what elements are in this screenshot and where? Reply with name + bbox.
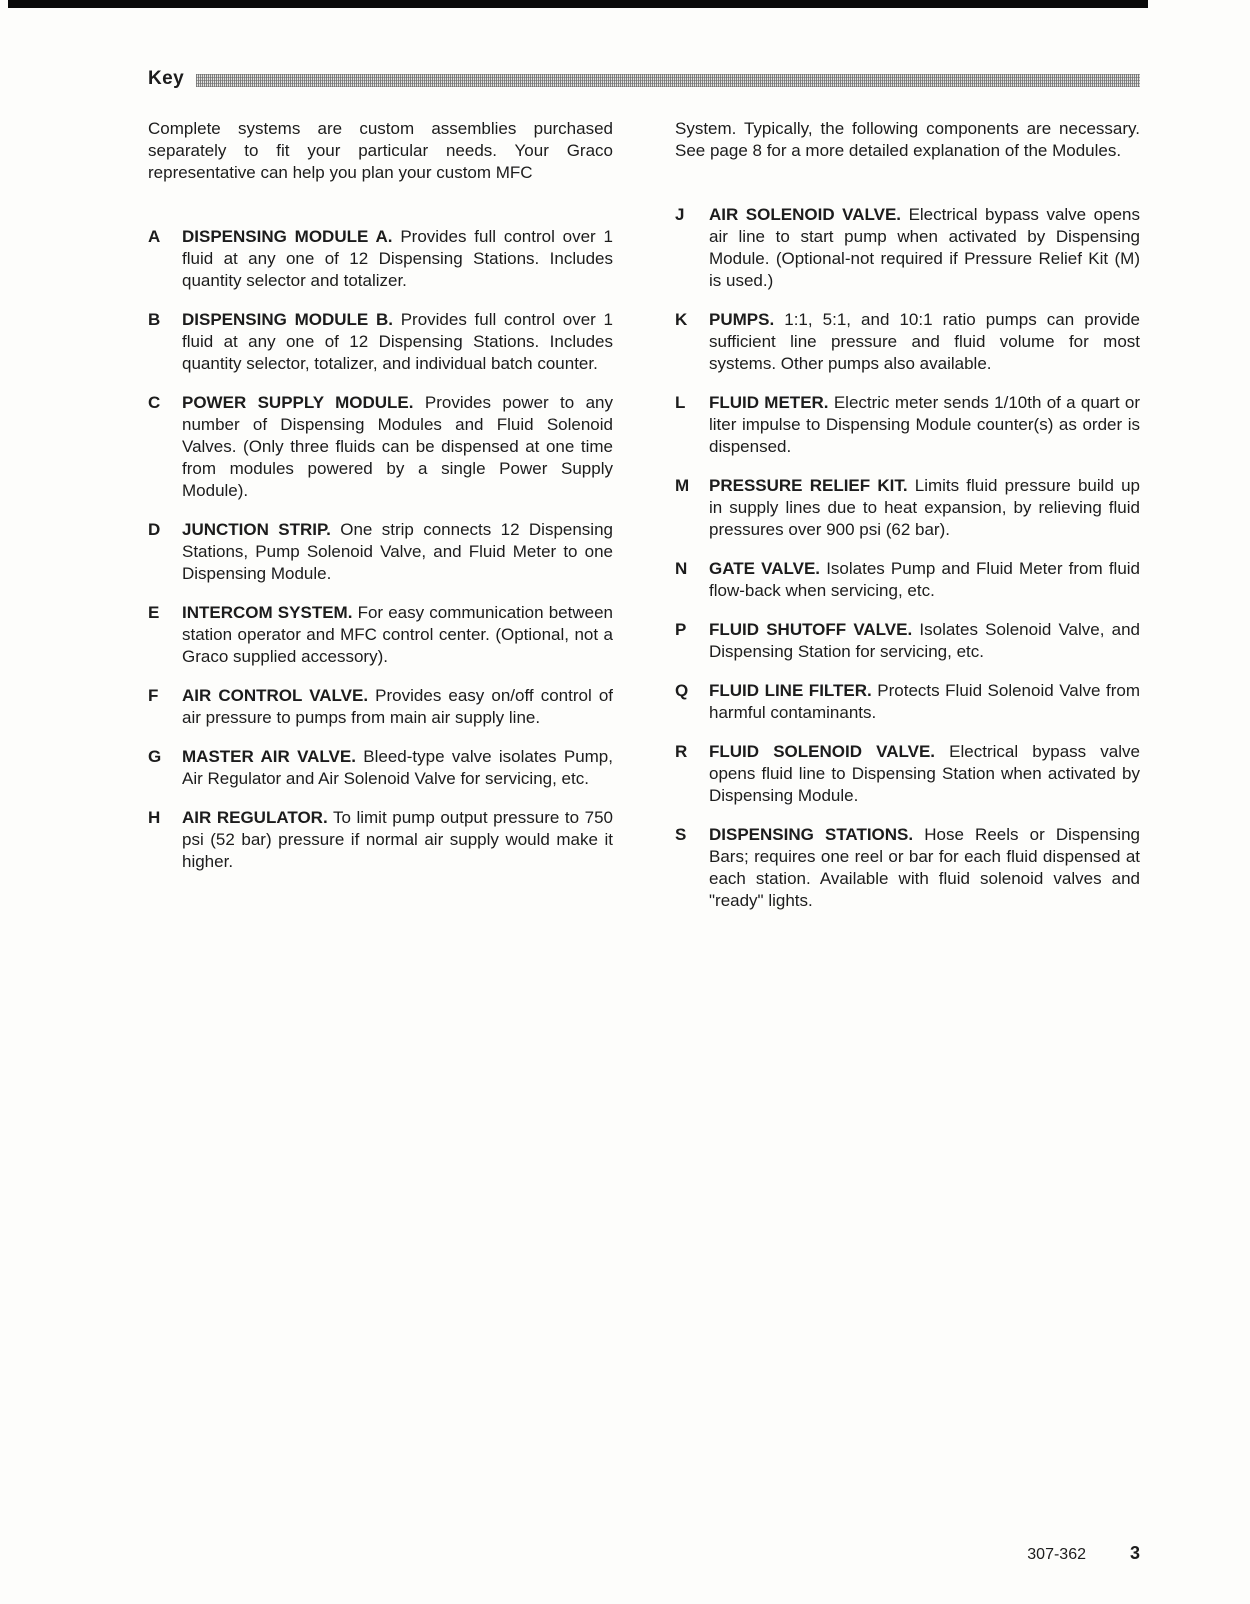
section-title: Key [148, 68, 185, 89]
intro-paragraph-left: Complete systems are custom assemblies purchased separately to fit your particular needs. Your Graco representative can help you plan your custom MFC [148, 119, 613, 182]
item-text [709, 680, 1140, 724]
item-letter: A [148, 227, 161, 246]
item-term: DISPENSING STATIONS. [709, 825, 914, 844]
item-desc: One strip connects 12 Dispensing Stations, Pump Solenoid Valve, and Fluid Meter to one Dispensing Module. [182, 520, 613, 583]
item-term: FLUID SOLENOID VALVE. [709, 742, 936, 761]
item-text [182, 746, 613, 790]
item-term: FLUID METER. [709, 393, 829, 412]
key-item-q [675, 680, 1140, 724]
item-letter: P [675, 620, 687, 639]
item-letter: S [675, 825, 687, 844]
item-letter: H [148, 808, 161, 827]
item-term: MASTER AIR VALVE. [182, 747, 356, 766]
item-desc: Provides full control over 1 fluid at any one of 12 Dispensing Stations. Includes quantity selector, totalizer, and individual batch counter. [182, 310, 613, 373]
item-desc: Isolates Pump and Fluid Meter from fluid flow-back when servicing, etc. [709, 559, 1141, 600]
item-text [709, 309, 1140, 375]
left-column [148, 118, 613, 929]
item-text [182, 519, 613, 585]
doc-number: 307-362 [1027, 1546, 1086, 1563]
section-header [148, 68, 1140, 90]
item-text [709, 741, 1140, 807]
item-term: AIR CONTROL VALVE. [182, 686, 369, 705]
item-letter: N [675, 559, 688, 578]
key-item-p [675, 619, 1140, 663]
key-item-j [675, 204, 1140, 292]
page-footer [1027, 1543, 1140, 1564]
item-desc: Electrical bypass valve opens fluid line to Dispensing Station when activated by Dispensing Module. [709, 742, 1140, 805]
item-desc: Isolates Solenoid Valve, and Dispensing Station for servicing, etc. [709, 620, 1140, 661]
key-item-s [675, 824, 1140, 912]
item-desc: Bleed-type valve isolates Pump, Air Regulator and Air Solenoid Valve for servicing, etc. [182, 747, 613, 788]
item-text [182, 309, 613, 375]
item-text [182, 226, 613, 292]
item-desc: Electrical bypass valve opens air line to start pump when activated by Dispensing Module. (Optional-not required if Pressure Relief Kit (M) is used.) [709, 205, 1140, 290]
item-term: DISPENSING MODULE B. [182, 310, 393, 329]
item-term: PUMPS. [709, 310, 775, 329]
item-text [709, 475, 1140, 541]
item-desc: Provides full control over 1 fluid at any one of 12 Dispensing Stations. Includes quantity selector and totalizer. [182, 227, 613, 290]
item-letter: G [148, 747, 162, 766]
key-item-d [148, 519, 613, 585]
item-text [182, 392, 613, 502]
hatch-rule [196, 74, 1140, 87]
page-number: 3 [1129, 1543, 1140, 1563]
item-letter: J [675, 205, 685, 224]
key-item-m [675, 475, 1140, 541]
item-term: AIR SOLENOID VALVE. [709, 205, 902, 224]
item-letter: E [148, 603, 160, 622]
item-term: FLUID SHUTOFF VALVE. [709, 620, 913, 639]
item-text [182, 685, 613, 729]
item-desc: Protects Fluid Solenoid Valve from harmful contaminants. [709, 681, 1140, 722]
item-text [709, 558, 1140, 602]
item-text [182, 602, 613, 668]
item-term: JUNCTION STRIP. [182, 520, 331, 539]
item-text [709, 204, 1140, 292]
item-term: FLUID LINE FILTER. [709, 681, 872, 700]
two-column-body [148, 118, 1140, 929]
item-desc: Provides power to any number of Dispensing Modules and Fluid Solenoid Valves. (Only three fluids can be dispensed at one time from modules powered by a single Power Supply Module). [182, 393, 614, 500]
item-letter: D [148, 520, 161, 539]
key-item-f [148, 685, 613, 729]
key-item-k [675, 309, 1140, 375]
item-desc: 1:1, 5:1, and 10:1 ratio pumps can provide sufficient line pressure and fluid volume for most systems. Other pumps also available. [709, 310, 1141, 373]
key-item-r [675, 741, 1140, 807]
item-letter: B [148, 310, 161, 329]
key-item-c [148, 392, 613, 502]
key-item-g [148, 746, 613, 790]
item-desc: To limit pump output pressure to 750 psi (52 bar) pressure if normal air supply would make it higher. [182, 808, 613, 871]
item-text [709, 824, 1140, 912]
item-text [709, 392, 1140, 458]
item-text [709, 619, 1140, 663]
item-desc: Provides easy on/off control of air pressure to pumps from main air supply line. [182, 686, 613, 727]
item-term: AIR REGULATOR. [182, 808, 328, 827]
item-term: INTERCOM SYSTEM. [182, 603, 353, 622]
item-term: POWER SUPPLY MODULE. [182, 393, 414, 412]
item-term: DISPENSING MODULE A. [182, 227, 393, 246]
key-item-n [675, 558, 1140, 602]
item-desc: For easy communication between station operator and MFC control center. (Optional, not a Graco supplied accessory). [182, 603, 613, 666]
page-content [148, 68, 1140, 929]
key-item-b [148, 309, 613, 375]
item-term: PRESSURE RELIEF KIT. [709, 476, 908, 495]
key-item-a [148, 226, 613, 292]
item-letter: F [148, 686, 159, 705]
item-text [182, 807, 613, 873]
right-column [675, 118, 1140, 929]
item-letter: C [148, 393, 161, 412]
item-letter: Q [675, 681, 689, 700]
item-term: GATE VALVE. [709, 559, 821, 578]
key-item-l [675, 392, 1140, 458]
intro-paragraph-right: System. Typically, the following components are necessary. See page 8 for a more detailed explanation of the Modules. [675, 119, 1140, 160]
scan-artifact-bar [8, 0, 1148, 8]
item-desc: Hose Reels or Dispensing Bars; requires one reel or bar for each fluid dispensed at each station. Available with fluid solenoid valves and "ready" lights. [709, 825, 1140, 910]
item-letter: M [675, 476, 690, 495]
item-desc: Limits fluid pressure build up in supply lines due to heat expansion, by relieving fluid pressures over 900 psi (62 bar). [709, 476, 1140, 539]
item-desc: Electric meter sends 1/10th of a quart or liter impulse to Dispensing Module counter(s) as order is dispensed. [709, 393, 1141, 456]
item-letter: L [675, 393, 686, 412]
key-item-e [148, 602, 613, 668]
item-letter: R [675, 742, 688, 761]
item-letter: K [675, 310, 688, 329]
key-item-h [148, 807, 613, 873]
